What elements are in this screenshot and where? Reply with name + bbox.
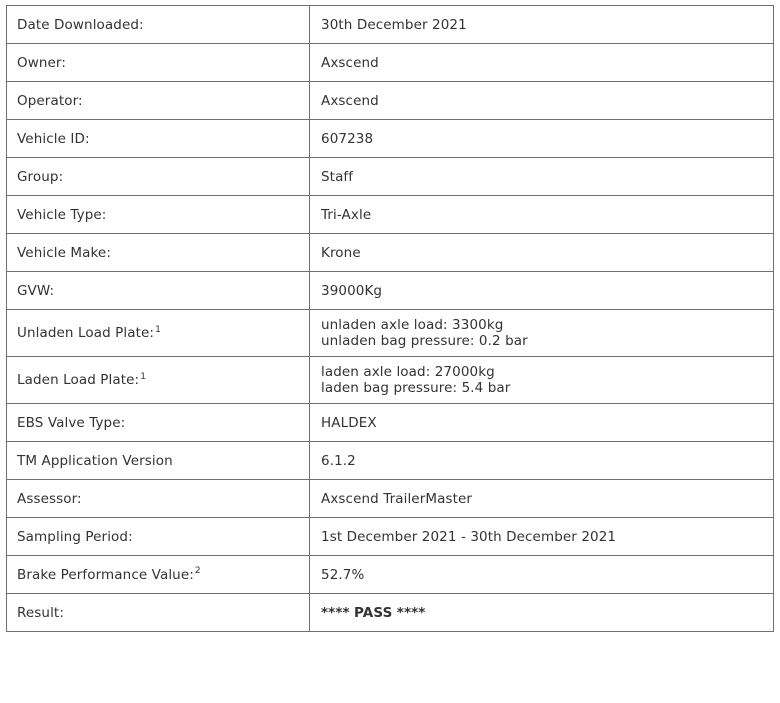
table-row-ebs-valve-type (7, 404, 774, 442)
row-label: Group: (7, 158, 310, 196)
table-row-vehicle-id (7, 120, 774, 158)
row-value-line: laden axle load: 27000kg (321, 364, 495, 380)
row-value-cell (310, 357, 774, 404)
row-label-cell (7, 357, 310, 404)
row-label: Sampling Period: (7, 518, 310, 556)
table-row-tm-application-version (7, 442, 774, 480)
row-value-line: unladen axle load: 3300kg (321, 317, 504, 333)
row-label: Laden Load Plate: (17, 372, 140, 388)
result-prefix: **** (321, 604, 350, 621)
row-label: Vehicle ID: (7, 120, 310, 158)
row-label: EBS Valve Type: (7, 404, 310, 442)
table-row-result (7, 594, 774, 632)
row-label-cell (7, 310, 310, 357)
table-row-date-downloaded (7, 6, 774, 44)
table-row-vehicle-make (7, 234, 774, 272)
row-label: Unladen Load Plate: (17, 325, 155, 341)
row-value: Axscend TrailerMaster (310, 480, 774, 518)
footnote-marker: 2 (194, 566, 201, 576)
row-value-cell (310, 310, 774, 357)
row-value: 52.7% (310, 556, 774, 594)
table-row-gvw (7, 272, 774, 310)
row-value: HALDEX (310, 404, 774, 442)
row-label: Brake Performance Value: (17, 566, 194, 583)
row-value-line: unladen bag pressure: 0.2 bar (321, 333, 528, 349)
row-value: 39000Kg (310, 272, 774, 310)
row-label: Assessor: (7, 480, 310, 518)
table-row-laden-load-plate (7, 357, 774, 404)
row-value: Staff (310, 158, 774, 196)
footnote-marker: 1 (140, 371, 147, 382)
row-value: 6.1.2 (310, 442, 774, 480)
table-row-operator (7, 82, 774, 120)
table-row-assessor (7, 480, 774, 518)
row-label: Vehicle Make: (7, 234, 310, 272)
table-row-unladen-load-plate (7, 310, 774, 357)
result-status: PASS (354, 604, 393, 621)
row-label: GVW: (7, 272, 310, 310)
result-suffix: **** (396, 604, 426, 621)
row-value: Axscend (310, 82, 774, 120)
row-value: 30th December 2021 (310, 6, 774, 44)
table-row-sampling-period (7, 518, 774, 556)
table-row-group (7, 158, 774, 196)
row-value: Krone (310, 234, 774, 272)
row-value: Tri-Axle (310, 196, 774, 234)
row-label-cell (7, 556, 310, 594)
row-label: Result: (7, 594, 310, 632)
footnote-marker: 1 (155, 324, 161, 335)
row-label: TM Application Version (7, 442, 310, 480)
row-value: Axscend (310, 44, 774, 82)
table-row-vehicle-type (7, 196, 774, 234)
vehicle-report-table (6, 5, 774, 632)
row-label: Owner: (7, 44, 310, 82)
row-value-cell (310, 594, 774, 632)
row-value-line: laden bag pressure: 5.4 bar (321, 380, 511, 396)
row-label: Date Downloaded: (7, 6, 310, 44)
row-label: Operator: (7, 82, 310, 120)
row-value: 1st December 2021 - 30th December 2021 (310, 518, 774, 556)
table-row-owner (7, 44, 774, 82)
row-value: 607238 (310, 120, 774, 158)
row-label: Vehicle Type: (7, 196, 310, 234)
table-row-brake-performance-value (7, 556, 774, 594)
